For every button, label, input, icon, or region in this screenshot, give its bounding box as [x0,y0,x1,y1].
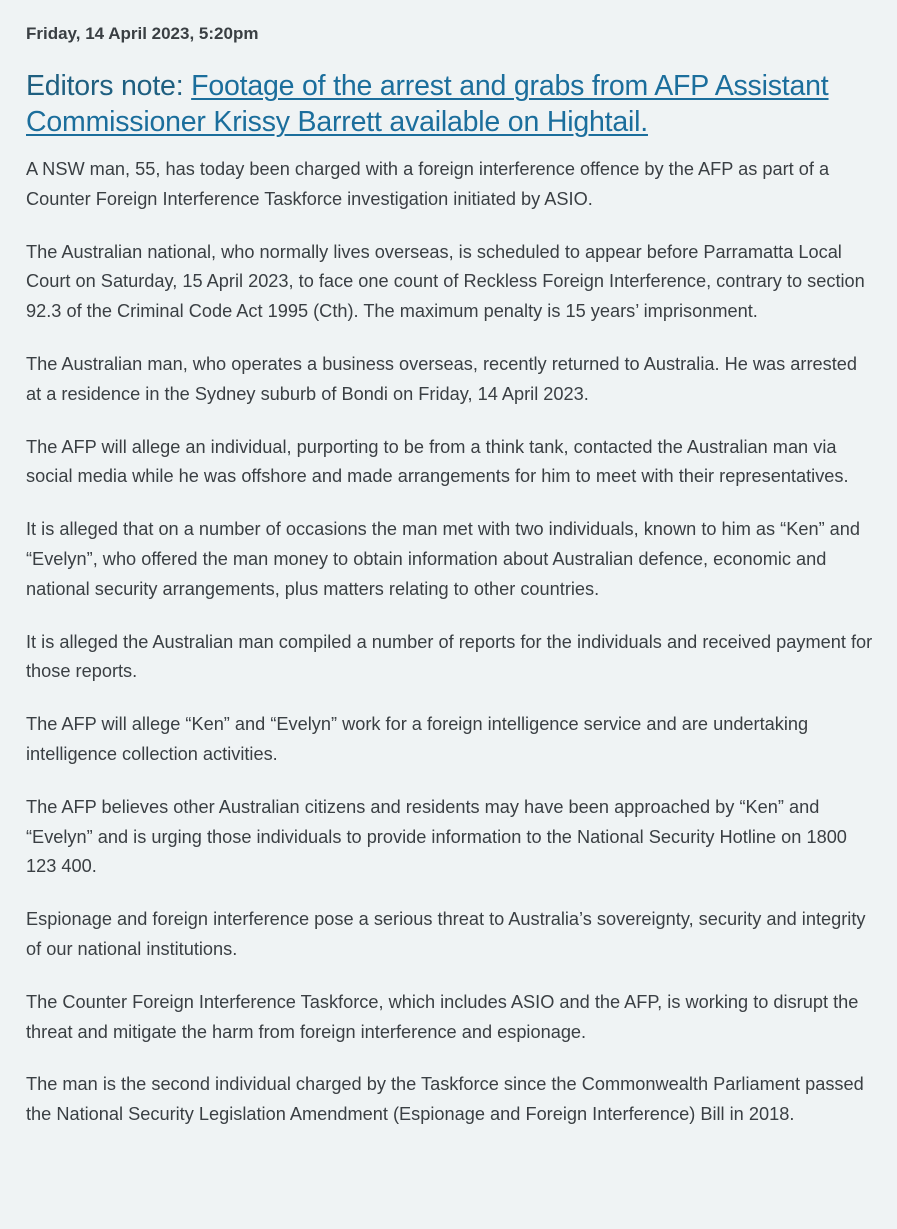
publish-date: Friday, 14 April 2023, 5:20pm [26,24,259,43]
paragraph: The AFP believes other Australian citizens and residents may have been approached by “Ken” and “Evelyn” and is urging those individuals to provide information to the National Security Hotline on 1800 123 400. [26,796,847,877]
paragraph: Espionage and foreign interference pose a serious threat to Australia’s sovereignty, security and integrity of our national institutions. [26,909,866,959]
editors-note-prefix: Editors note: [26,70,192,102]
paragraph: The Australian national, who normally lives overseas, is scheduled to appear before Parramatta Local Court on Saturday, 15 April 2023, to face one count of Reckless Foreign Interference, contrary to section 92.3 of the Criminal Code Act 1995 (Cth). The maximum penalty is 15 years’ imprisonment. [26,241,865,322]
paragraph: The Counter Foreign Interference Taskforce, which includes ASIO and the AFP, is working to disrupt the threat and mitigate the harm from foreign interference and espionage. [26,991,859,1042]
footage-link[interactable]: Footage of the arrest and grabs from AFP Assistant Commissioner Krissy Barrett available on Hightail. [26,70,829,138]
paragraph: A NSW man, 55, has today been charged with a foreign interference offence by the AFP as part of a Counter Foreign Interference Taskforce investigation initiated by ASIO. [26,159,830,209]
article-body [26,155,877,1130]
paragraph: The man is the second individual charged by the Taskforce since the Commonwealth Parliament passed the National Security Legislation Amendment (Espionage and Foreign Interference) Bill in 2018. [26,1074,864,1125]
paragraph: The Australian man, who operates a business overseas, recently returned to Australia. He was arrested at a residence in the Sydney suburb of Bondi on Friday, 14 April 2023. [26,353,857,404]
paragraph: The AFP will allege an individual, purporting to be from a think tank, contacted the Australian man via social media while he was offshore and made arrangements for him to meet with their representatives. [26,436,849,487]
paragraph: It is alleged the Australian man compiled a number of reports for the individuals and received payment for those reports. [26,631,873,682]
paragraph: The AFP will allege “Ken” and “Evelyn” work for a foreign intelligence service and are undertaking intelligence collection activities. [26,714,809,764]
editors-note-heading [26,68,877,140]
paragraph: It is alleged that on a number of occasions the man met with two individuals, known to him as “Ken” and “Evelyn”, who offered the man money to obtain information about Australian defence, economic and national security arrangements, plus matters relating to other countries. [26,519,861,599]
